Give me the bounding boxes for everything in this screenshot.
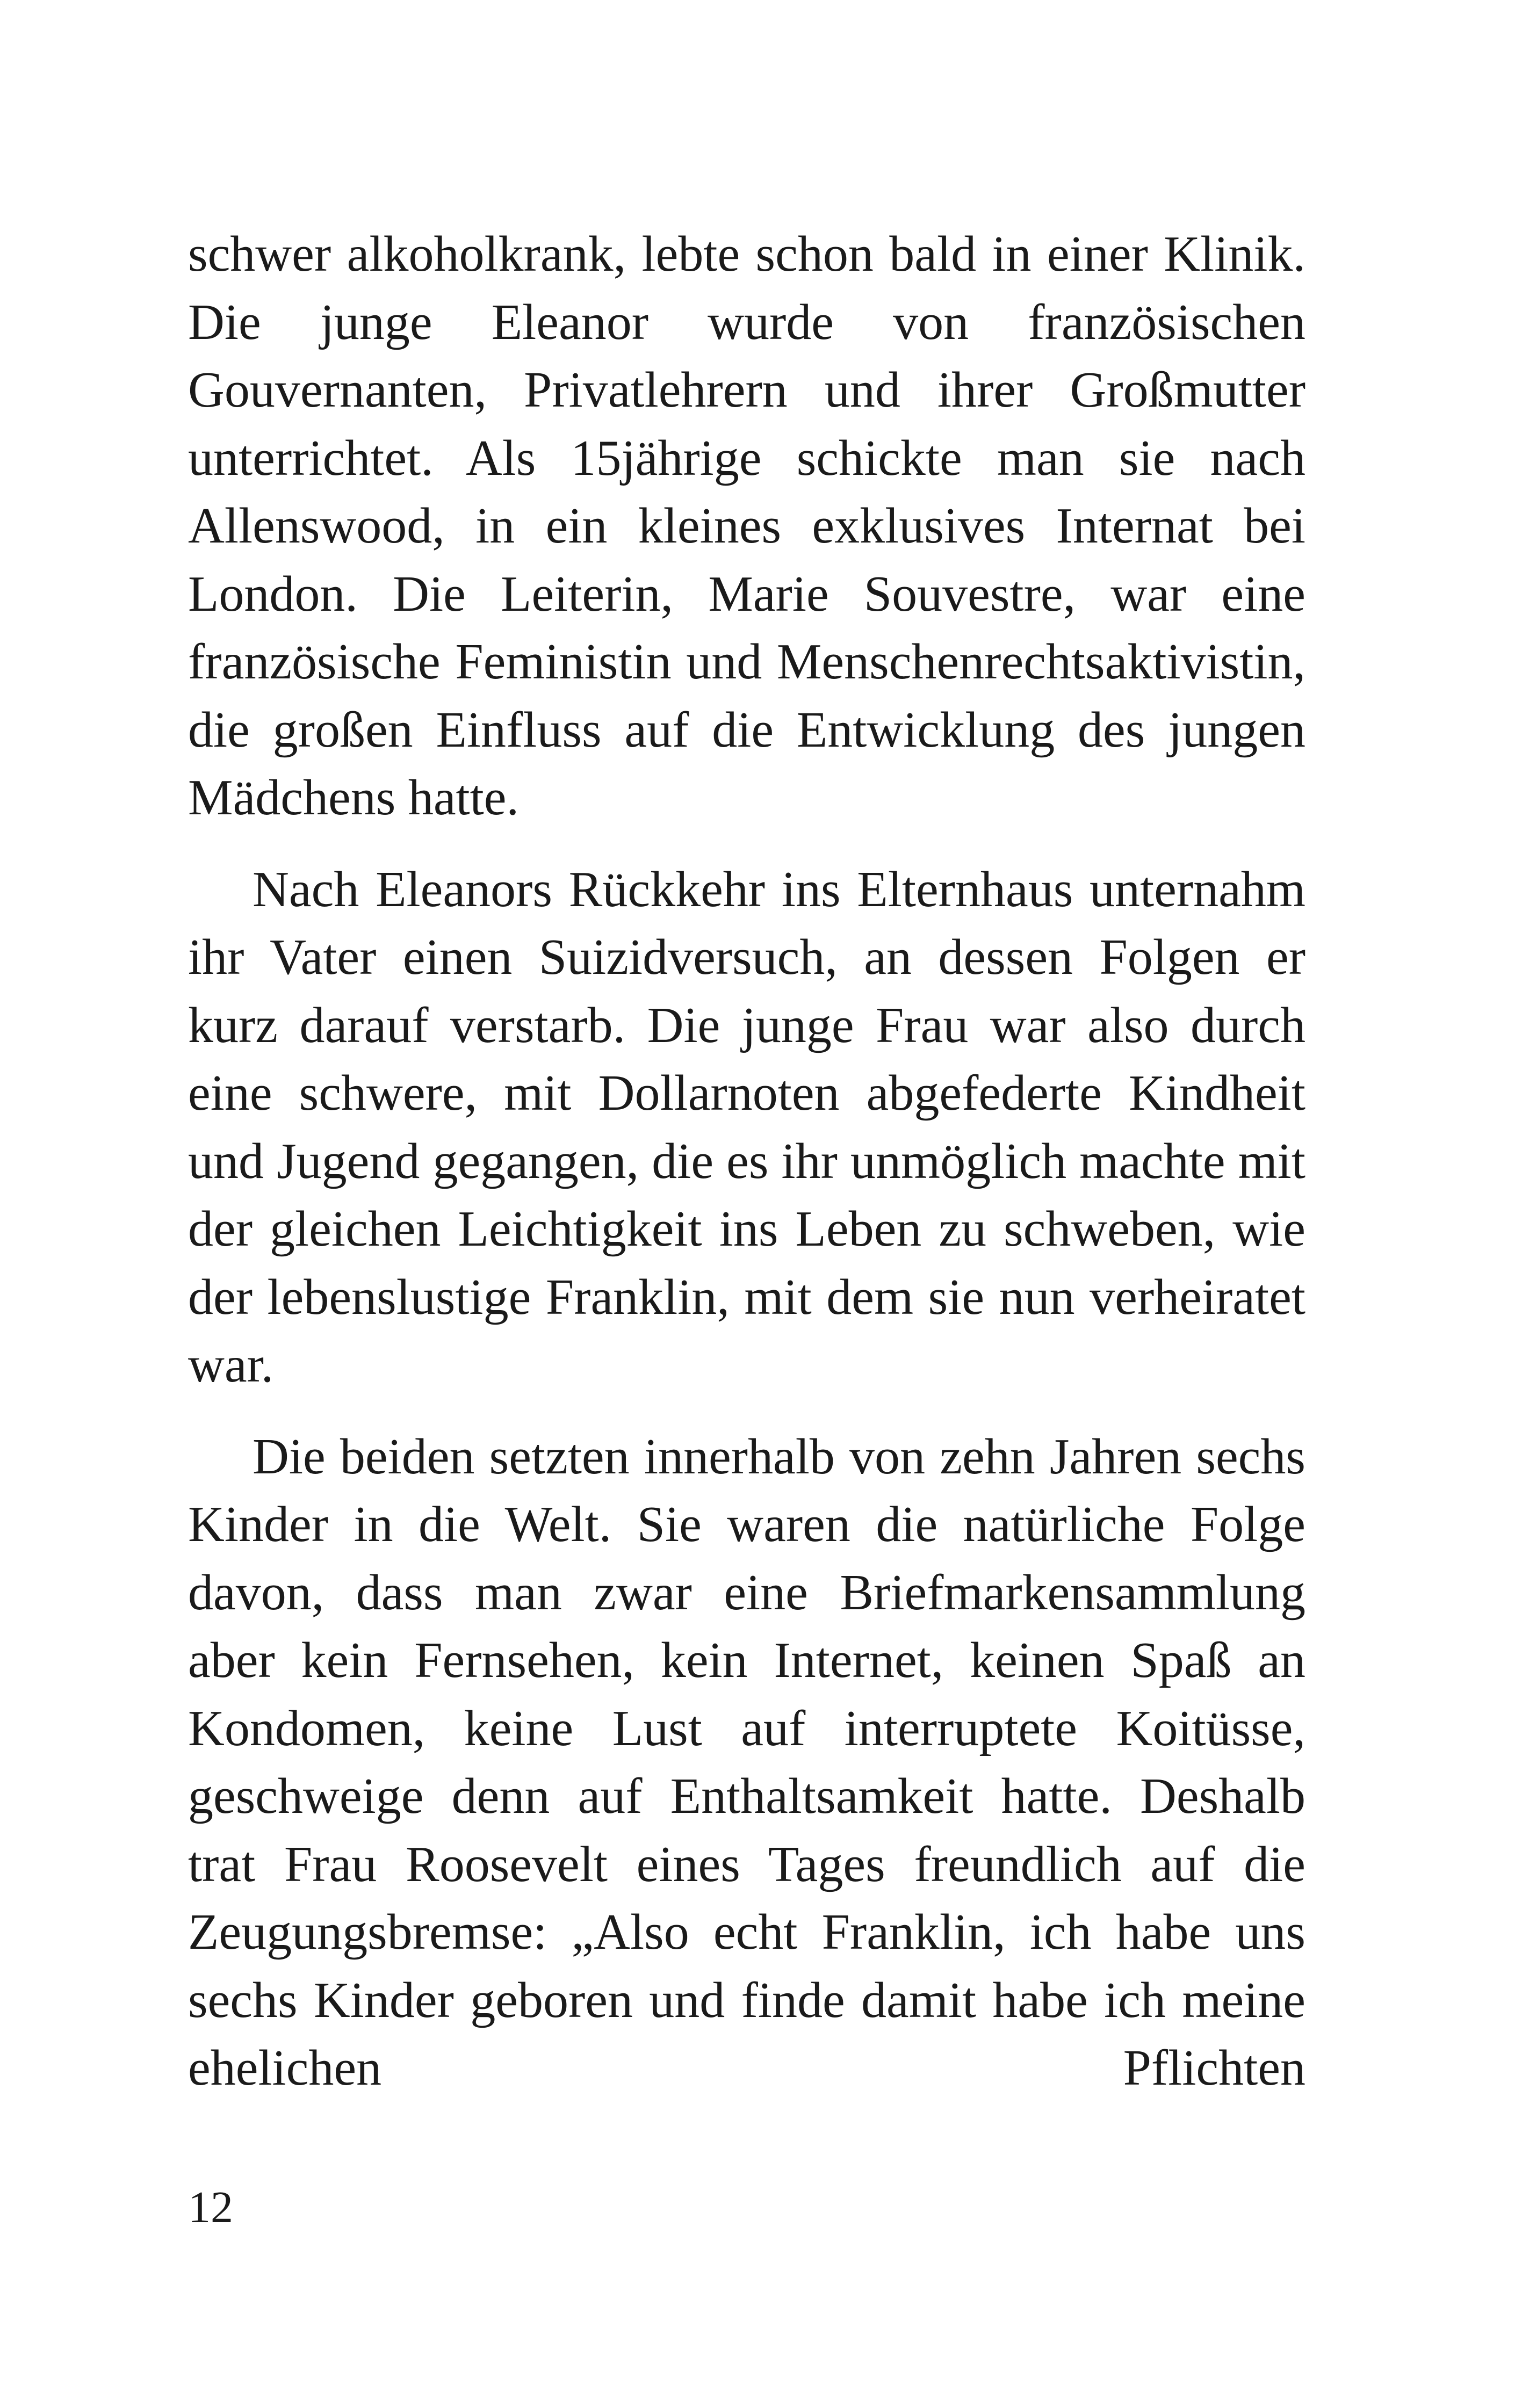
- paragraph-1: schwer alkoholkrank, lebte schon bald in einer Klinik. Die junge Eleanor wurde von französischen Gouvernanten, Privatlehrern und ihrer Großmutter unterrichtet. Als 15jährige schickte man sie nach Allenswood, in ein kleines exklusives Internat bei London. Die Leiterin, Marie Souvestre, war eine französische Feministin und Menschenrechtsaktivistin, die großen Einfluss auf die Entwicklung des jungen Mädchens hatte.: [188, 226, 1305, 826]
- paragraph-2: Nach Eleanors Rückkehr ins Elternhaus unternahm ihr Vater einen Suizidversuch, an dessen Folgen er kurz darauf verstarb. Die junge Frau war also durch eine schwere, mit Dollarnoten abgefederte Kindheit und Jugend gegangen, die es ihr unmöglich machte mit der gleichen Leichtigkeit ins Leben zu schweben, wie der lebenslustige Franklin, mit dem sie nun verheiratet war.: [188, 861, 1305, 1393]
- body-text: [188, 220, 1305, 2102]
- page-number: 12: [188, 2182, 233, 2232]
- paragraph-3: Die beiden setzten innerhalb von zehn Jahren sechs Kinder in die Welt. Sie waren die natürliche Folge davon, dass man zwar eine Briefmarkensammlung aber kein Fernsehen, kein Internet, keinen Spaß an Kondomen, keine Lust auf interruptete Koitüsse, geschweige denn auf Enthaltsamkeit hatte. Deshalb trat Frau Roosevelt eines Tages freundlich auf die Zeugungsbremse: „Also echt Franklin, ich habe uns sechs Kinder geboren und finde damit habe ich meine ehelichen Pflichten: [188, 1428, 1305, 2096]
